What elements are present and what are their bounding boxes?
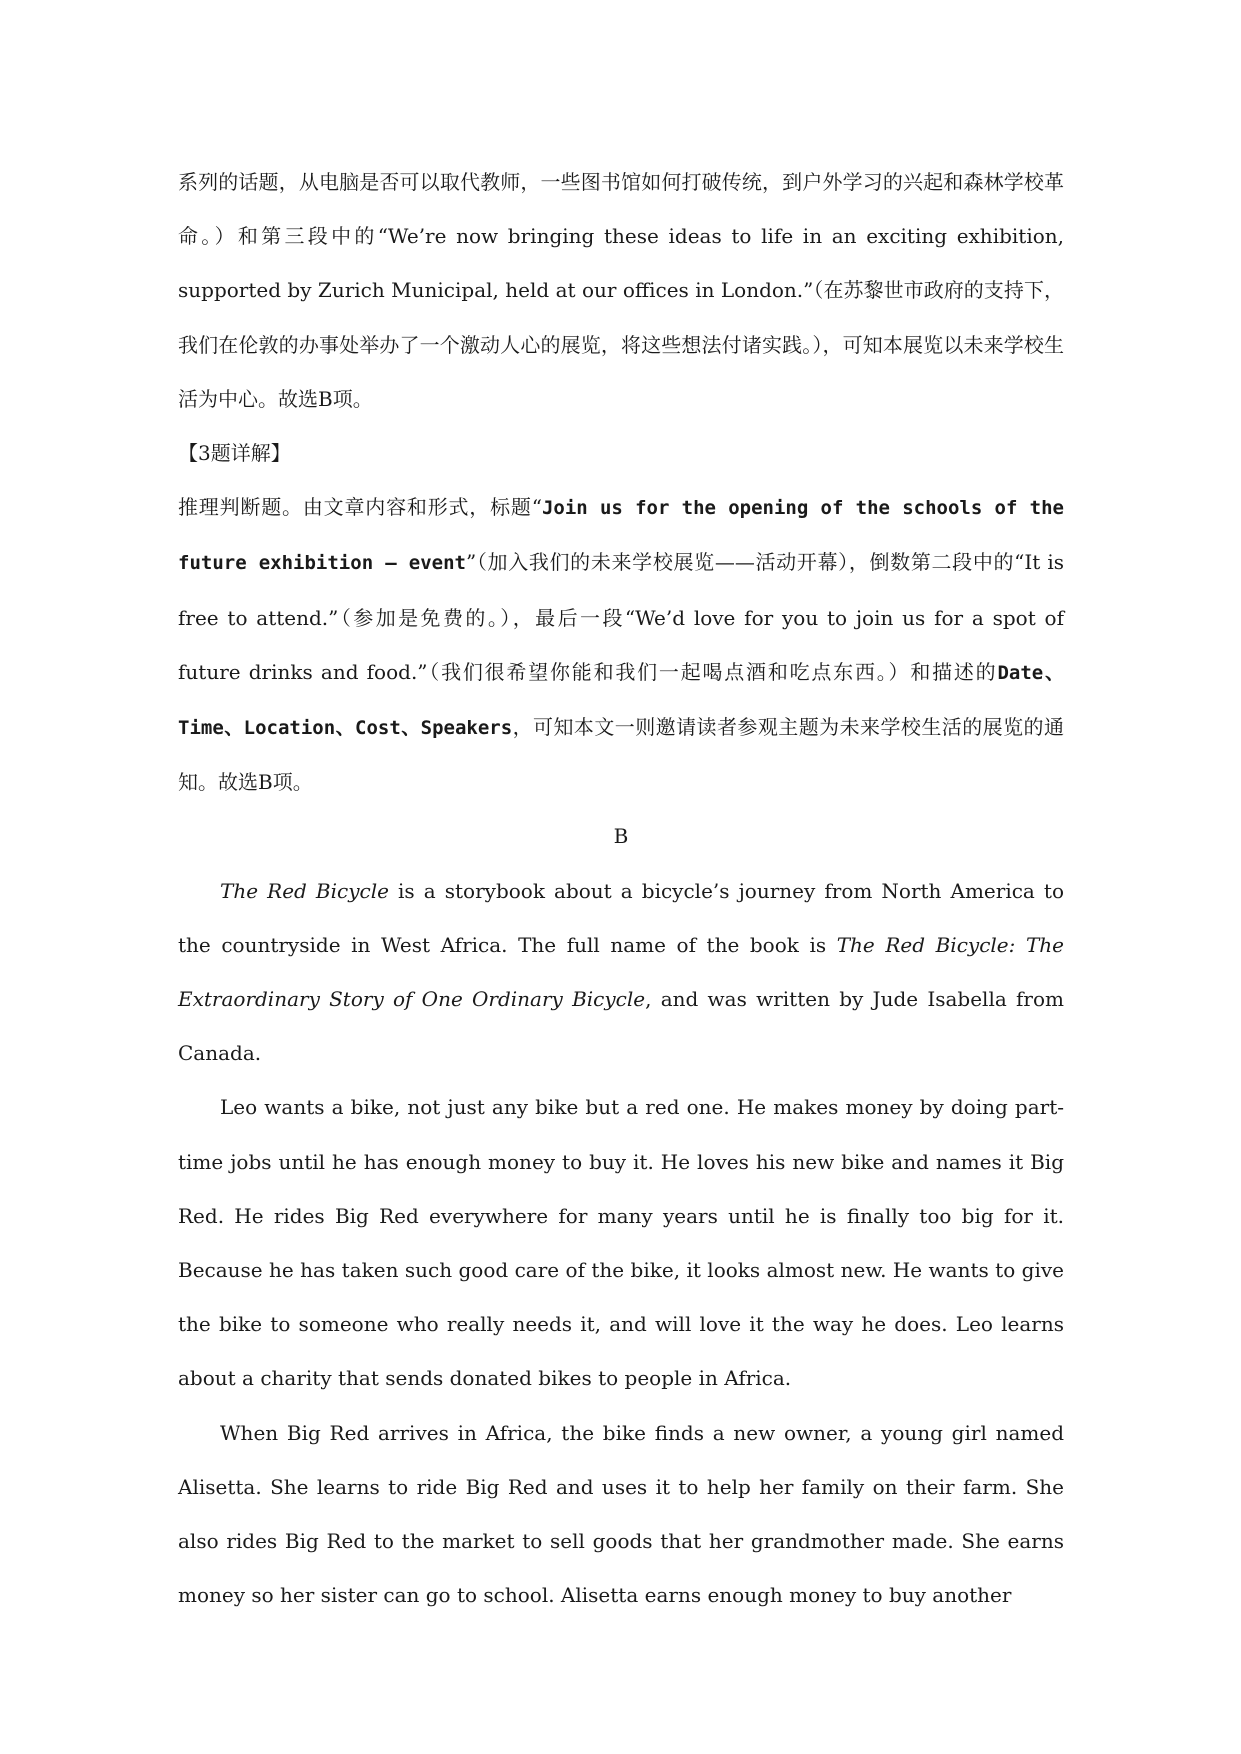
section-label: B	[613, 824, 629, 849]
paragraph-answer-3-explanation	[178, 480, 1064, 809]
paragraph-leo	[178, 1080, 1064, 1405]
paragraph-text: ，可知本文一则邀请读者参观主题为未来学校生活的展览的通知。故选B项。	[178, 715, 1064, 795]
paragraph-answer-2-explanation	[178, 155, 1064, 426]
event-title-bold: Join us for the opening of the schools of the future exhibition — event	[178, 497, 1064, 575]
book-title-italic: The Red Bicycle	[220, 878, 389, 903]
paragraph-text: 推理判断题。由文章内容和形式，标题“	[178, 495, 542, 520]
event-terms-bold: Date、Time、Location、Cost、Speakers	[178, 661, 1064, 740]
paragraph-book-intro	[178, 864, 1064, 1081]
paragraph-africa	[178, 1406, 1064, 1623]
book-full-title-italic: The Red Bicycle: The Extraordinary Story of One Ordinary Bicycle	[178, 932, 1064, 1012]
paragraph-text: 系列的话题，从电脑是否可以取代教师，一些图书馆如何打破传统，到户外学习的兴起和森林学校革命。）和第三段中的“We’re now bringing these ideas to life in an exciting exhibition, supported by Zurich Municipal, held at our offices in London.”（在苏黎世市政府的支持下，我们在伦敦的办事处举办了一个激动人心的展览，将这些想法付诸实践。），可知本展览以未来学校生活为中心。故选B项。	[178, 170, 1064, 411]
question-3-heading: 【3题详解】	[178, 441, 291, 466]
paragraph-text: is a storybook about a bicycle’s journey from North America to the countryside in West Africa. The full name of the book is	[178, 878, 1064, 957]
paragraph-text: ”（加入我们的未来学校展览——活动开幕），倒数第二段中的“It is free to attend.”（参加是免费的。），最后一段“We’d love for you to join us for a spot of future drinks and food.”（我们很希望你能和我们一起喝点酒和吃点东西。）和描述的	[178, 550, 1064, 684]
paragraph-text: When Big Red arrives in Africa, the bike finds a new owner, a young girl named Alisetta. She learns to ride Big Red and uses it to help her family on their farm. She also rides Big Red to the market to sell goods that her grandmother made. She earns money so her sister can go to school. Alisetta earns enough money to buy another	[178, 1420, 1064, 1608]
document-page	[178, 155, 1064, 1622]
paragraph-text: Leo wants a bike, not just any bike but a red one. He makes money by doing part-time jobs until he has enough money to buy it. He loves his new bike and names it Big Red. He rides Big Red everywhere for many years until he is finally too big for it. Because he has taken such good care of the bike, it looks almost new. He wants to give the bike to someone who really needs it, and will love it the way he does. Leo learns about a charity that sends donated bikes to people in Africa.	[178, 1095, 1064, 1391]
paragraph-text: , and was written by Jude Isabella from Canada.	[178, 987, 1064, 1066]
